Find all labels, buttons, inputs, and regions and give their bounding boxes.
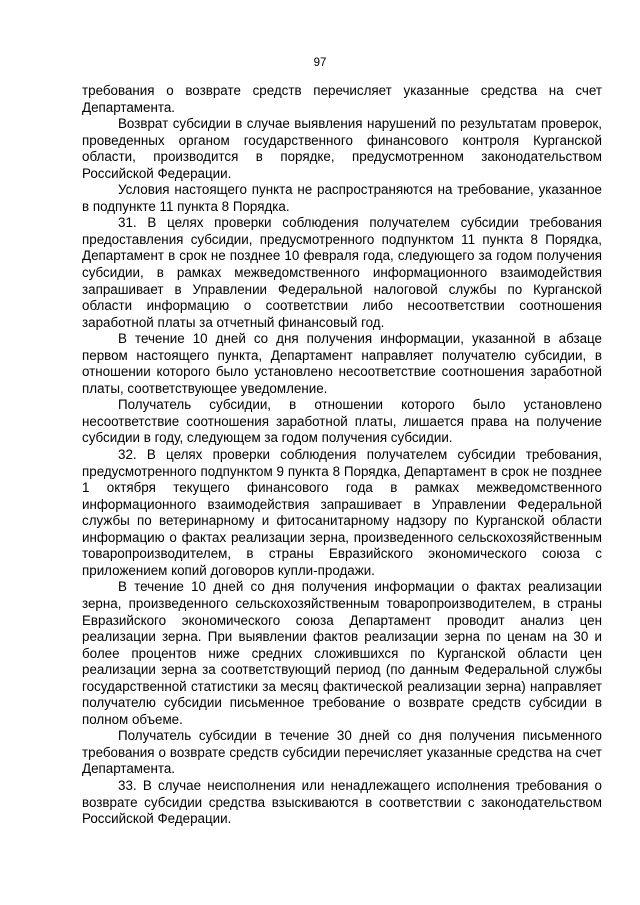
paragraph-subsidy-return-violations: Возврат субсидии в случае выявления нарушений по результатам проверок, проведенных органом государственного финансового контроля Курганской области, производится в порядке, предусмотренном законодательством Российской Федерации. [82, 116, 602, 181]
paragraph-clause-31-notification: В течение 10 дней со дня получения информации, указанной в абзаце первом настоящего пункта, Департамент направляет получателю субсидии, в отношении которого было установлено несоответствие соотношения заработной платы, соответствующее уведомление. [82, 331, 602, 396]
paragraph-clause-32: 32. В целях проверки соблюдения получателем субсидии требования, предусмотренного подпунктом 9 пункта 8 Порядка, Департамент в срок не позднее 1 октября текущего финансового года в рамках межведомственного информационного взаимодействия запрашивает в Управлении Федеральной службы по ветеринарному и фитосанитарному надзору по Курганской области информацию о фактах реализации зерна, произведенного сельскохозяйственным товаропроизводителем, в страны Евразийского экономического союза с приложением копий договоров купли-продажи. [82, 447, 602, 578]
page-number: 97 [313, 57, 327, 69]
paragraph-clause-33: 33. В случае неисполнения или ненадлежащего исполнения требования о возврате субсидии средства взыскиваются в соответствии с законодательством Российской Федерации. [82, 777, 602, 827]
paragraph-clause-32-analysis: В течение 10 дней со дня получения информации о фактах реализации зерна, произведенного сельскохозяйственным товаропроизводителем, в страны Евразийского экономического союза Департамент проводит анализ цен реализации зерна. При выявлении фактов реализации зерна по ценам на 30 и более процентов ниже средних сложившихся по Курганской области цен реализации зерна за соответствующий период (по данным Федеральной службы государственной статистики за месяц фактической реализации зерна) направляет получателю субсидии письменное требование о возврате средств субсидии в полном объеме. [82, 579, 602, 727]
document-body [82, 83, 602, 828]
paragraph-clause-31-deprivation: Получатель субсидии, в отношении которого было установлено несоответствие соотношения заработной платы, лишается права на получение субсидии в году, следующем за годом получения субсидии. [82, 397, 602, 446]
paragraph-continuation: требования о возврате средств перечисляет указанные средства на счет Департамента. [82, 83, 602, 115]
paragraph-clause-31: 31. В целях проверки соблюдения получателем субсидии требования предоставления субсидии, предусмотренного подпунктом 11 пункта 8 Порядка, Департамент в срок не позднее 10 февраля года, следующего за годом получения субсидии, в рамках межведомственного информационного взаимодействия запрашивает в Управлении Федеральной налоговой службы по Курганской области информацию о соответствии либо несоответствии соотношения заработной платы за отчетный финансовый год. [82, 215, 602, 330]
paragraph-conditions-exception: Условия настоящего пункта не распространяются на требование, указанное в подпункте 11 пункта 8 Порядка. [82, 182, 602, 214]
paragraph-clause-32-repayment: Получатель субсидии в течение 30 дней со дня получения письменного требования о возврате средств субсидии перечисляет указанные средства на счет Департамента. [82, 728, 602, 777]
